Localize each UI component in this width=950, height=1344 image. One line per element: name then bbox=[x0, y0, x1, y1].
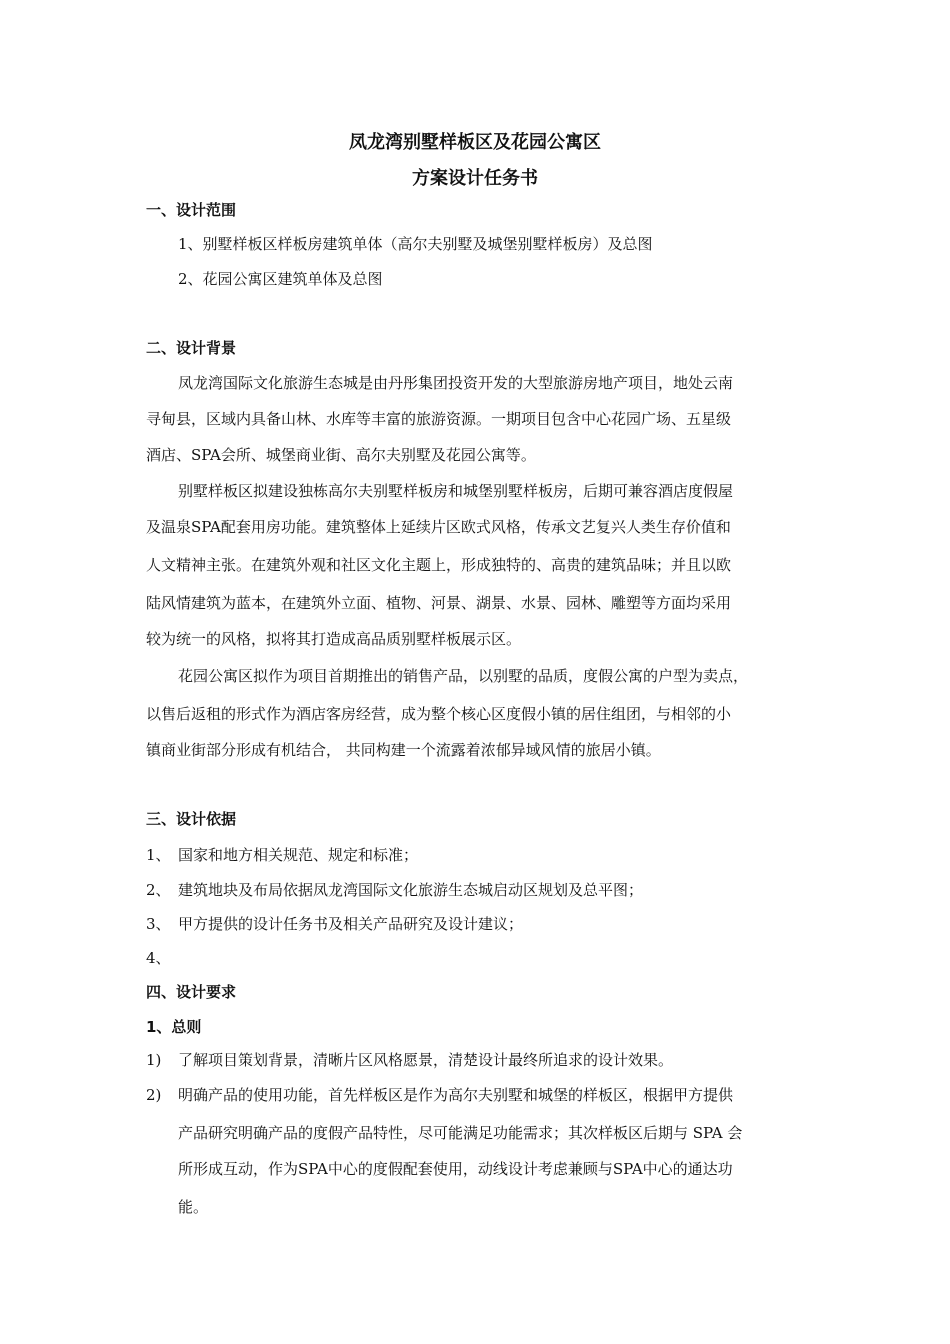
paragraph-line: 人文精神主张。在建筑外观和社区文化主题上，形成独特的、高贵的建筑品味；并且以欧 bbox=[146, 556, 732, 574]
document-title: 凤龙湾别墅样板区及花园公寓区 bbox=[349, 132, 601, 153]
paragraph-line: 凤龙湾国际文化旅游生态城是由丹彤集团投资开发的大型旅游房地产项目，地处云南 bbox=[178, 374, 734, 392]
paragraph-line: 以售后返租的形式作为酒店客房经营，成为整个核心区度假小镇的居住组团，与相邻的小 bbox=[146, 705, 732, 723]
paragraph-line: 陆风情建筑为蓝本，在建筑外立面、植物、河景、湖景、水景、园林、雕塑等方面均采用 bbox=[146, 594, 732, 612]
scope-item: 1、别墅样板区样板房建筑单体（高尔夫别墅及城堡别墅样板房）及总图 bbox=[178, 235, 653, 253]
list-item-text: 能。 bbox=[178, 1198, 209, 1216]
list-number: 1、 bbox=[146, 846, 171, 864]
paragraph-line: 别墅样板区拟建设独栋高尔夫别墅样板房和城堡别墅样板房，后期可兼容酒店度假屋 bbox=[178, 482, 734, 500]
document-subtitle: 方案设计任务书 bbox=[412, 168, 538, 189]
section-heading-background: 二、设计背景 bbox=[146, 339, 237, 357]
list-item-text: 国家和地方相关规范、规定和标准； bbox=[178, 846, 419, 864]
paragraph-line: 较为统一的风格，拟将其打造成高品质别墅样板展示区。 bbox=[146, 630, 522, 648]
section-heading-basis: 三、设计依据 bbox=[146, 810, 237, 828]
list-item-text: 建筑地块及布局依据凤龙湾国际文化旅游生态城启动区规划及总平图； bbox=[178, 881, 644, 899]
paragraph-line: 及温泉SPA配套用房功能。建筑整体上延续片区欧式风格，传承文艺复兴人类生存价值和 bbox=[146, 518, 731, 536]
list-item-text: 甲方提供的设计任务书及相关产品研究及设计建议； bbox=[178, 915, 524, 933]
list-item-text: 所形成互动，作为SPA中心的度假配套使用，动线设计考虑兼顾与SPA中心的通达功 bbox=[178, 1160, 733, 1178]
list-number: 2、 bbox=[146, 881, 171, 899]
list-number: 2) bbox=[146, 1086, 162, 1104]
paragraph-line: 花园公寓区拟作为项目首期推出的销售产品，以别墅的品质，度假公寓的户型为卖点， bbox=[178, 667, 749, 685]
section-heading-scope: 一、设计范围 bbox=[146, 201, 237, 219]
sub-heading-general: 1、总则 bbox=[146, 1018, 202, 1036]
paragraph-line: 酒店、SPA会所、城堡商业街、高尔夫别墅及花园公寓等。 bbox=[146, 446, 536, 464]
list-number: 3、 bbox=[146, 915, 171, 933]
list-number: 4、 bbox=[146, 949, 171, 967]
list-item-text: 了解项目策划背景，清晰片区风格愿景，清楚设计最终所追求的设计效果。 bbox=[178, 1051, 674, 1069]
list-item-text: 产品研究明确产品的度假产品特性，尽可能满足功能需求；其次样板区后期与 SPA 会 bbox=[178, 1124, 743, 1142]
list-item-text: 明确产品的使用功能，首先样板区是作为高尔夫别墅和城堡的样板区，根据甲方提供 bbox=[178, 1086, 734, 1104]
section-heading-requirements: 四、设计要求 bbox=[146, 983, 237, 1001]
list-number: 1) bbox=[146, 1051, 162, 1069]
paragraph-line: 镇商业街部分形成有机结合， 共同构建一个流露着浓郁异域风情的旅居小镇。 bbox=[146, 741, 661, 759]
scope-item: 2、花园公寓区建筑单体及总图 bbox=[178, 270, 383, 288]
paragraph-line: 寻甸县，区域内具备山林、水库等丰富的旅游资源。一期项目包含中心花园广场、五星级 bbox=[146, 410, 732, 428]
